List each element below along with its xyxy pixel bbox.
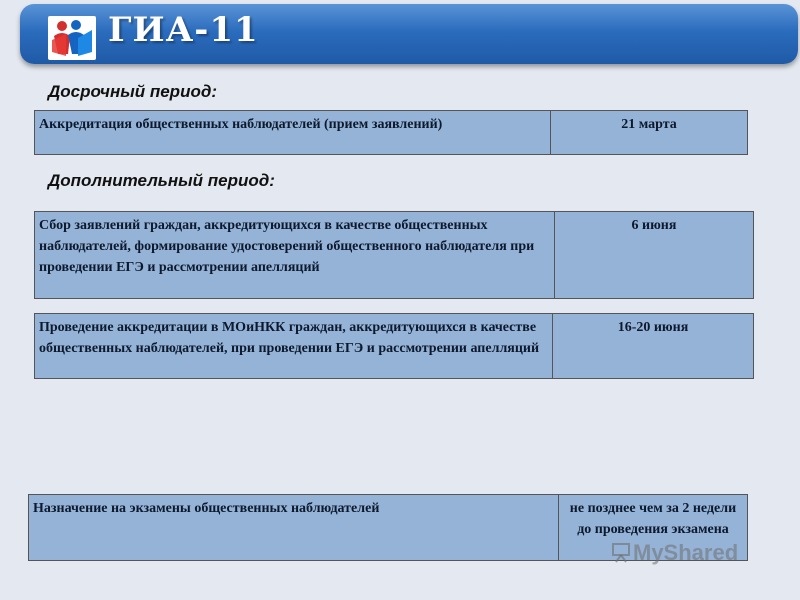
row-date: 21 марта: [621, 117, 677, 132]
watermark-text: MyShared: [633, 540, 739, 565]
additional-period-heading: Дополнительный период:: [48, 171, 275, 190]
row-date: 6 июня: [631, 218, 677, 233]
gia-logo-icon: [48, 16, 96, 60]
row-date: 16-20 июня: [617, 320, 689, 335]
table-row: [34, 211, 754, 299]
watermark: [612, 540, 738, 566]
row-description: Сбор заявлений граждан, аккредитующихся в качестве общественных наблюдателей, формирование удостоверений общественного наблюдателя при проведении ЕГЭ и рассмотрении апелляций: [35, 212, 555, 298]
table-row: [34, 313, 754, 379]
banner-title: ГИА-11: [108, 10, 259, 50]
row-description: Проведение аккредитации в МОиНКК граждан, аккредитующихся в качестве общественных наблюдателей, при проведении ЕГЭ и рассмотрении апелляций: [35, 314, 553, 378]
header-banner: [20, 4, 798, 64]
table-row: [34, 110, 748, 155]
row-description: Аккредитация общественных наблюдателей (прием заявлений): [35, 111, 551, 154]
presentation-icon: [612, 543, 630, 563]
row-description: Назначение на экзамены общественных наблюдателей: [29, 495, 559, 560]
early-period-heading: Досрочный период:: [48, 82, 218, 101]
row-date: не позднее чем за 2 недели до проведения экзамена: [569, 501, 737, 537]
